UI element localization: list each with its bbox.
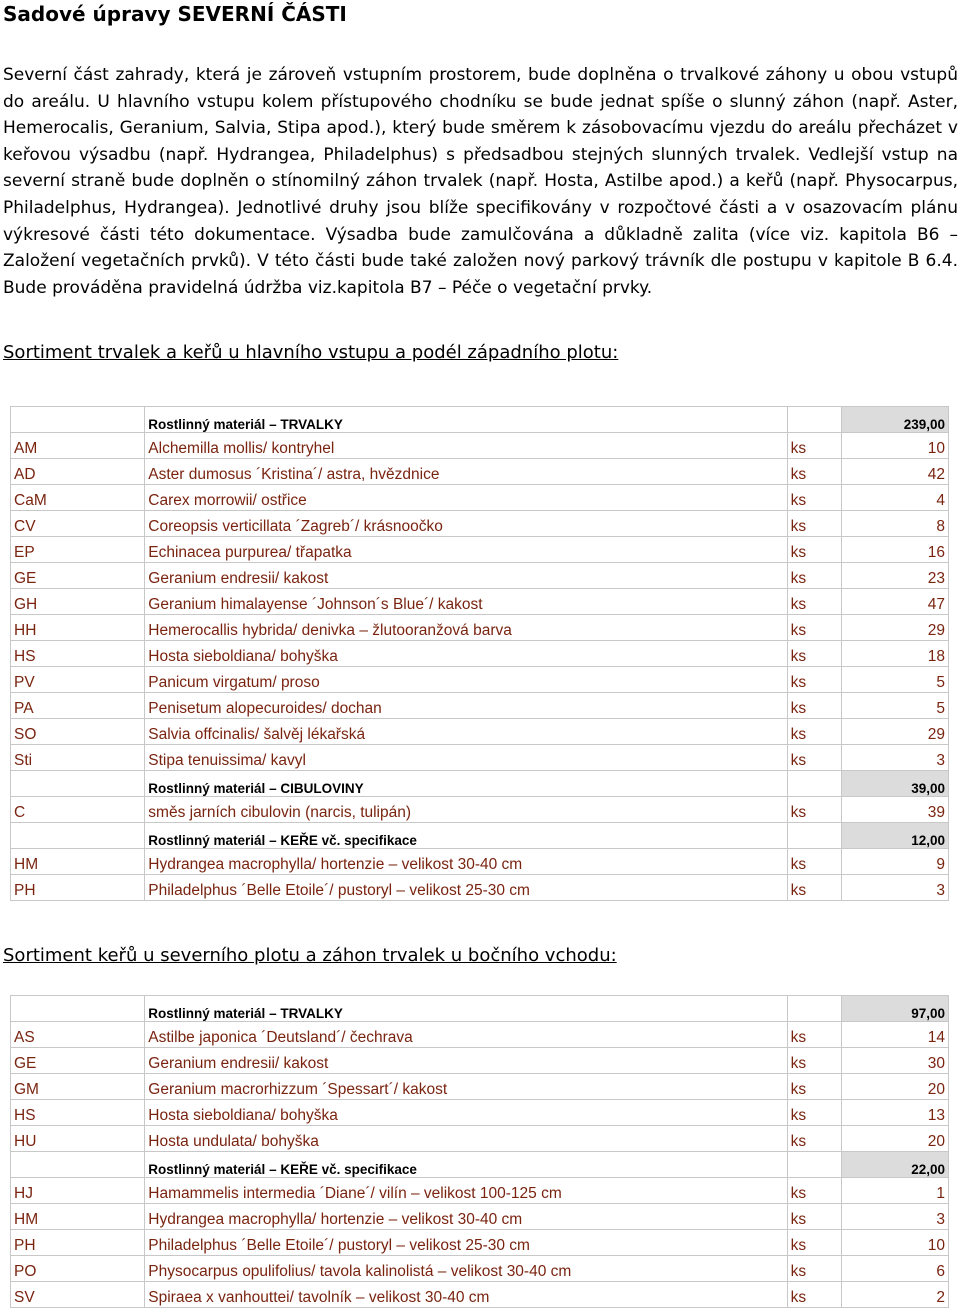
table-row bbox=[11, 1256, 949, 1282]
group-label: Rostlinný materiál – CIBULOVINY bbox=[145, 771, 787, 797]
section-heading-main-entrance: Sortiment trvalek a keřů u hlavního vstupu a podél západního plotu: bbox=[3, 342, 619, 363]
group-total: 97,00 bbox=[841, 996, 948, 1022]
group-header-row bbox=[11, 823, 949, 849]
plant-code: CV bbox=[11, 511, 145, 537]
plant-code: HM bbox=[11, 849, 145, 875]
group-label: Rostlinný materiál – KEŘE vč. specifikace bbox=[145, 823, 787, 849]
empty-cell bbox=[787, 1152, 841, 1178]
plant-quantity: 16 bbox=[841, 537, 948, 563]
plant-quantity: 30 bbox=[841, 1048, 948, 1074]
plant-code: GH bbox=[11, 589, 145, 615]
table-row bbox=[11, 849, 949, 875]
plant-unit: ks bbox=[787, 1022, 841, 1048]
table-row bbox=[11, 719, 949, 745]
section-heading-side-entrance: Sortiment keřů u severního plotu a záhon trvalek u bočního vchodu: bbox=[3, 945, 617, 966]
plant-unit: ks bbox=[787, 1074, 841, 1100]
empty-cell bbox=[11, 771, 145, 797]
plant-quantity: 39 bbox=[841, 797, 948, 823]
empty-cell bbox=[787, 823, 841, 849]
table-row bbox=[11, 615, 949, 641]
plant-unit: ks bbox=[787, 459, 841, 485]
plant-quantity: 29 bbox=[841, 615, 948, 641]
plant-code: PH bbox=[11, 875, 145, 901]
plant-name: Physocarpus opulifolius/ tavola kalinolistá – velikost 30-40 cm bbox=[145, 1256, 787, 1282]
plant-unit: ks bbox=[787, 1178, 841, 1204]
plant-quantity: 10 bbox=[841, 1230, 948, 1256]
plant-unit: ks bbox=[787, 1048, 841, 1074]
table-row bbox=[11, 1282, 949, 1308]
plant-quantity: 23 bbox=[841, 563, 948, 589]
plant-name: Echinacea purpurea/ třapatka bbox=[145, 537, 787, 563]
plant-quantity: 4 bbox=[841, 485, 948, 511]
plant-code: PO bbox=[11, 1256, 145, 1282]
plant-name: Hosta sieboldiana/ bohyška bbox=[145, 641, 787, 667]
table-row bbox=[11, 433, 949, 459]
plant-name: Geranium endresii/ kakost bbox=[145, 1048, 787, 1074]
plant-unit: ks bbox=[787, 511, 841, 537]
plant-code: CaM bbox=[11, 485, 145, 511]
table-row bbox=[11, 1100, 949, 1126]
plant-code: GE bbox=[11, 563, 145, 589]
empty-cell bbox=[787, 407, 841, 433]
plant-name: Hosta undulata/ bohyška bbox=[145, 1126, 787, 1152]
table-row bbox=[11, 459, 949, 485]
plant-code: GM bbox=[11, 1074, 145, 1100]
plant-unit: ks bbox=[787, 589, 841, 615]
plant-unit: ks bbox=[787, 537, 841, 563]
plant-name: Geranium macrorhizzum ´Spessart´/ kakost bbox=[145, 1074, 787, 1100]
table-row bbox=[11, 667, 949, 693]
plant-unit: ks bbox=[787, 745, 841, 771]
table-row bbox=[11, 1126, 949, 1152]
empty-cell bbox=[787, 996, 841, 1022]
plant-name: směs jarních cibulovin (narcis, tulipán) bbox=[145, 797, 787, 823]
group-total: 239,00 bbox=[841, 407, 948, 433]
plant-name: Philadelphus ´Belle Etoile´/ pustoryl – velikost 25-30 cm bbox=[145, 1230, 787, 1256]
plant-unit: ks bbox=[787, 641, 841, 667]
group-header-row bbox=[11, 996, 949, 1022]
plant-code: EP bbox=[11, 537, 145, 563]
plant-quantity: 5 bbox=[841, 693, 948, 719]
empty-cell bbox=[11, 996, 145, 1022]
plant-unit: ks bbox=[787, 485, 841, 511]
plant-unit: ks bbox=[787, 1256, 841, 1282]
plant-name: Stipa tenuissima/ kavyl bbox=[145, 745, 787, 771]
plant-quantity: 8 bbox=[841, 511, 948, 537]
plant-name: Hydrangea macrophylla/ hortenzie – velikost 30-40 cm bbox=[145, 1204, 787, 1230]
plant-unit: ks bbox=[787, 1282, 841, 1308]
table-row bbox=[11, 1204, 949, 1230]
table-row bbox=[11, 589, 949, 615]
plant-code: HS bbox=[11, 641, 145, 667]
table-row bbox=[11, 797, 949, 823]
plant-quantity: 20 bbox=[841, 1126, 948, 1152]
plant-name: Geranium himalayense ´Johnson´s Blue´/ kakost bbox=[145, 589, 787, 615]
plant-table-main-entrance bbox=[10, 406, 949, 901]
plant-code: Sti bbox=[11, 745, 145, 771]
plant-code: SO bbox=[11, 719, 145, 745]
plant-code: AS bbox=[11, 1022, 145, 1048]
table-row bbox=[11, 537, 949, 563]
plant-code: PA bbox=[11, 693, 145, 719]
table-row bbox=[11, 1048, 949, 1074]
plant-name: Panicum virgatum/ proso bbox=[145, 667, 787, 693]
plant-unit: ks bbox=[787, 693, 841, 719]
plant-code: PV bbox=[11, 667, 145, 693]
group-total: 12,00 bbox=[841, 823, 948, 849]
plant-name: Salvia offcinalis/ šalvěj lékařská bbox=[145, 719, 787, 745]
plant-quantity: 20 bbox=[841, 1074, 948, 1100]
plant-unit: ks bbox=[787, 563, 841, 589]
group-label: Rostlinný materiál – TRVALKY bbox=[145, 407, 787, 433]
group-total: 39,00 bbox=[841, 771, 948, 797]
plant-code: HJ bbox=[11, 1178, 145, 1204]
plant-quantity: 3 bbox=[841, 745, 948, 771]
group-header-row bbox=[11, 407, 949, 433]
plant-name: Carex morrowii/ ostřice bbox=[145, 485, 787, 511]
plant-name: Hemerocallis hybrida/ denivka – žlutooranžová barva bbox=[145, 615, 787, 641]
plant-code: AM bbox=[11, 433, 145, 459]
table-row bbox=[11, 1022, 949, 1048]
plant-unit: ks bbox=[787, 667, 841, 693]
group-header-row bbox=[11, 1152, 949, 1178]
plant-unit: ks bbox=[787, 433, 841, 459]
empty-cell bbox=[11, 1152, 145, 1178]
plant-quantity: 9 bbox=[841, 849, 948, 875]
plant-quantity: 6 bbox=[841, 1256, 948, 1282]
plant-quantity: 5 bbox=[841, 667, 948, 693]
plant-name: Geranium endresii/ kakost bbox=[145, 563, 787, 589]
plant-unit: ks bbox=[787, 875, 841, 901]
table-row bbox=[11, 875, 949, 901]
table-row bbox=[11, 1230, 949, 1256]
plant-name: Alchemilla mollis/ kontryhel bbox=[145, 433, 787, 459]
plant-code: PH bbox=[11, 1230, 145, 1256]
plant-quantity: 3 bbox=[841, 1204, 948, 1230]
plant-quantity: 2 bbox=[841, 1282, 948, 1308]
plant-unit: ks bbox=[787, 797, 841, 823]
empty-cell bbox=[787, 771, 841, 797]
table-row bbox=[11, 641, 949, 667]
plant-unit: ks bbox=[787, 1126, 841, 1152]
plant-table-side-entrance bbox=[10, 995, 949, 1308]
group-label: Rostlinný materiál – TRVALKY bbox=[145, 996, 787, 1022]
plant-code: C bbox=[11, 797, 145, 823]
plant-quantity: 29 bbox=[841, 719, 948, 745]
table-row bbox=[11, 745, 949, 771]
table-row bbox=[11, 1178, 949, 1204]
plant-name: Astilbe japonica ´Deutsland´/ čechrava bbox=[145, 1022, 787, 1048]
plant-quantity: 10 bbox=[841, 433, 948, 459]
plant-code: HU bbox=[11, 1126, 145, 1152]
plant-quantity: 42 bbox=[841, 459, 948, 485]
group-header-row bbox=[11, 771, 949, 797]
table-row bbox=[11, 1074, 949, 1100]
plant-name: Penisetum alopecuroides/ dochan bbox=[145, 693, 787, 719]
plant-code: GE bbox=[11, 1048, 145, 1074]
group-label: Rostlinný materiál – KEŘE vč. specifikace bbox=[145, 1152, 787, 1178]
table-row bbox=[11, 693, 949, 719]
plant-name: Philadelphus ´Belle Etoile´/ pustoryl – velikost 25-30 cm bbox=[145, 875, 787, 901]
plant-unit: ks bbox=[787, 719, 841, 745]
plant-unit: ks bbox=[787, 615, 841, 641]
plant-quantity: 18 bbox=[841, 641, 948, 667]
plant-code: SV bbox=[11, 1282, 145, 1308]
plant-quantity: 47 bbox=[841, 589, 948, 615]
plant-name: Hamammelis intermedia ´Diane´/ vilín – velikost 100-125 cm bbox=[145, 1178, 787, 1204]
group-total: 22,00 bbox=[841, 1152, 948, 1178]
plant-code: AD bbox=[11, 459, 145, 485]
plant-name: Aster dumosus ´Kristina´/ astra, hvězdnice bbox=[145, 459, 787, 485]
empty-cell bbox=[11, 823, 145, 849]
plant-code: HS bbox=[11, 1100, 145, 1126]
plant-quantity: 1 bbox=[841, 1178, 948, 1204]
page-title: Sadové úpravy SEVERNÍ ČÁSTI bbox=[3, 2, 347, 26]
plant-code: HH bbox=[11, 615, 145, 641]
table-row bbox=[11, 511, 949, 537]
empty-cell bbox=[11, 407, 145, 433]
plant-quantity: 14 bbox=[841, 1022, 948, 1048]
plant-unit: ks bbox=[787, 1100, 841, 1126]
plant-name: Coreopsis verticillata ´Zagreb´/ krásnoočko bbox=[145, 511, 787, 537]
table-row bbox=[11, 563, 949, 589]
plant-quantity: 13 bbox=[841, 1100, 948, 1126]
plant-name: Hosta sieboldiana/ bohyška bbox=[145, 1100, 787, 1126]
plant-unit: ks bbox=[787, 1204, 841, 1230]
plant-name: Spiraea x vanhouttei/ tavolník – velikost 30-40 cm bbox=[145, 1282, 787, 1308]
description-paragraph: Severní část zahrady, která je zároveň vstupním prostorem, bude doplněna o trvalkové záhony u obou vstupů do areálu. U hlavního vstupu kolem přístupového chodníku se bude jednat spíše o slunný záhon (např. Aster, Hemerocalis, Geranium, Salvia, Stipa apod.), který bude směrem k zásobovacímu vjezdu do areálu přecházet v keřovou výsadbu (např. Hydrangea, Philadelphus) s předsadbou stejných slunných trvalek. Vedlejší vstup na severní straně bude doplněn o stínomilný záhon trvalek (např. Hosta, Astilbe apod.) a keřů (např. Physocarpus, Philadelphus, Hydrangea). Jednotlivé druhy jsou blíže specifikovány v rozpočtové části a v osazovacím plánu výkresové části této dokumentace. Výsadba bude zamulčována a důkladně zalita (více viz. kapitola B6 – Založení vegetačních prvků). V této části bude také založen nový parkový trávník dle postupu v kapitole B 6.4. Bude prováděna pravidelná údržba viz.kapitola B7 – Péče o vegetační prvky. bbox=[3, 65, 958, 298]
table-row bbox=[11, 485, 949, 511]
plant-unit: ks bbox=[787, 849, 841, 875]
plant-unit: ks bbox=[787, 1230, 841, 1256]
plant-quantity: 3 bbox=[841, 875, 948, 901]
plant-name: Hydrangea macrophylla/ hortenzie – velikost 30-40 cm bbox=[145, 849, 787, 875]
plant-code: HM bbox=[11, 1204, 145, 1230]
